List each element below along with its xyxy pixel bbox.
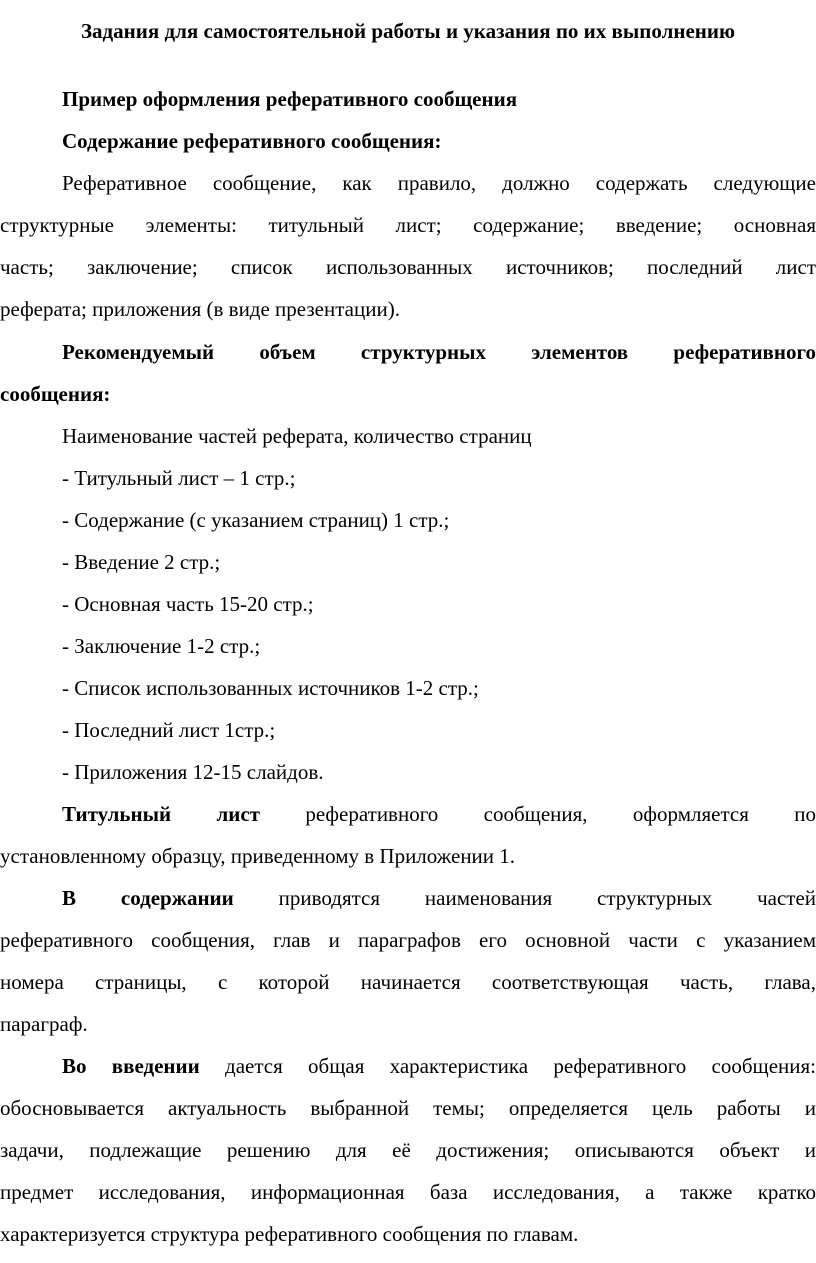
- title-page-text: реферативного сообщения, оформляется по: [305, 802, 816, 826]
- list-item: - Основная часть 15-20 стр.;: [62, 592, 314, 616]
- page-title: Задания для самостоятельной работы и указания по их выполнению: [80, 19, 736, 43]
- toc-paragraph-line: [62, 883, 816, 913]
- title-page-term: Титульный лист: [62, 802, 260, 826]
- toc-term: В содержании: [62, 886, 234, 910]
- title-page-paragraph-line: [62, 799, 816, 829]
- volume-heading-cont: сообщения:: [0, 382, 111, 406]
- list-item: - Введение 2 стр.;: [62, 550, 221, 574]
- intro-paragraph-line: [62, 1051, 816, 1081]
- list-item: - Титульный лист – 1 стр.;: [62, 466, 296, 490]
- sample-heading: Пример оформления реферативного сообщения: [62, 87, 518, 111]
- intro-term: Во введении: [62, 1054, 200, 1078]
- volume-heading: Рекомендуемый объем структурных элементов реферативного: [62, 340, 816, 364]
- toc-paragraph-line: реферативного сообщения, глав и параграфов его основной части с указанием: [0, 928, 816, 952]
- content-paragraph-line: Реферативное сообщение, как правило, должно содержать следующие: [62, 171, 816, 195]
- toc-text: приводятся наименования структурных частей: [278, 886, 816, 910]
- content-paragraph-line: реферата; приложения (в виде презентации).: [0, 297, 400, 321]
- list-item: - Последний лист 1стр.;: [62, 718, 276, 742]
- list-item: - Список использованных источников 1-2 стр.;: [62, 676, 479, 700]
- toc-paragraph-line: параграф.: [0, 1012, 88, 1036]
- intro-paragraph-line: характеризуется структура реферативного сообщения по главам.: [0, 1222, 579, 1246]
- toc-paragraph-line: номера страницы, с которой начинается соответствующая часть, глава,: [0, 970, 816, 994]
- intro-text: дается общая характеристика реферативного сообщения:: [225, 1054, 816, 1078]
- intro-paragraph-line: обосновывается актуальность выбранной темы; определяется цель работы и: [0, 1096, 816, 1120]
- intro-paragraph-line: задачи, подлежащие решению для её достижения; описываются объект и: [0, 1138, 816, 1162]
- content-paragraph-line: часть; заключение; список использованных источников; последний лист: [0, 255, 816, 279]
- volume-intro: Наименование частей реферата, количество страниц: [62, 424, 532, 448]
- list-item: - Заключение 1-2 стр.;: [62, 634, 261, 658]
- intro-paragraph-line: предмет исследования, информационная база исследования, а также кратко: [0, 1180, 816, 1204]
- title-page-paragraph-line: установленному образцу, приведенному в Приложении 1.: [0, 844, 516, 868]
- content-paragraph-line: структурные элементы: титульный лист; содержание; введение; основная: [0, 213, 816, 237]
- list-item: - Приложения 12-15 слайдов.: [62, 760, 324, 784]
- content-heading: Содержание реферативного сообщения:: [62, 129, 442, 153]
- list-item: - Содержание (с указанием страниц) 1 стр.;: [62, 508, 450, 532]
